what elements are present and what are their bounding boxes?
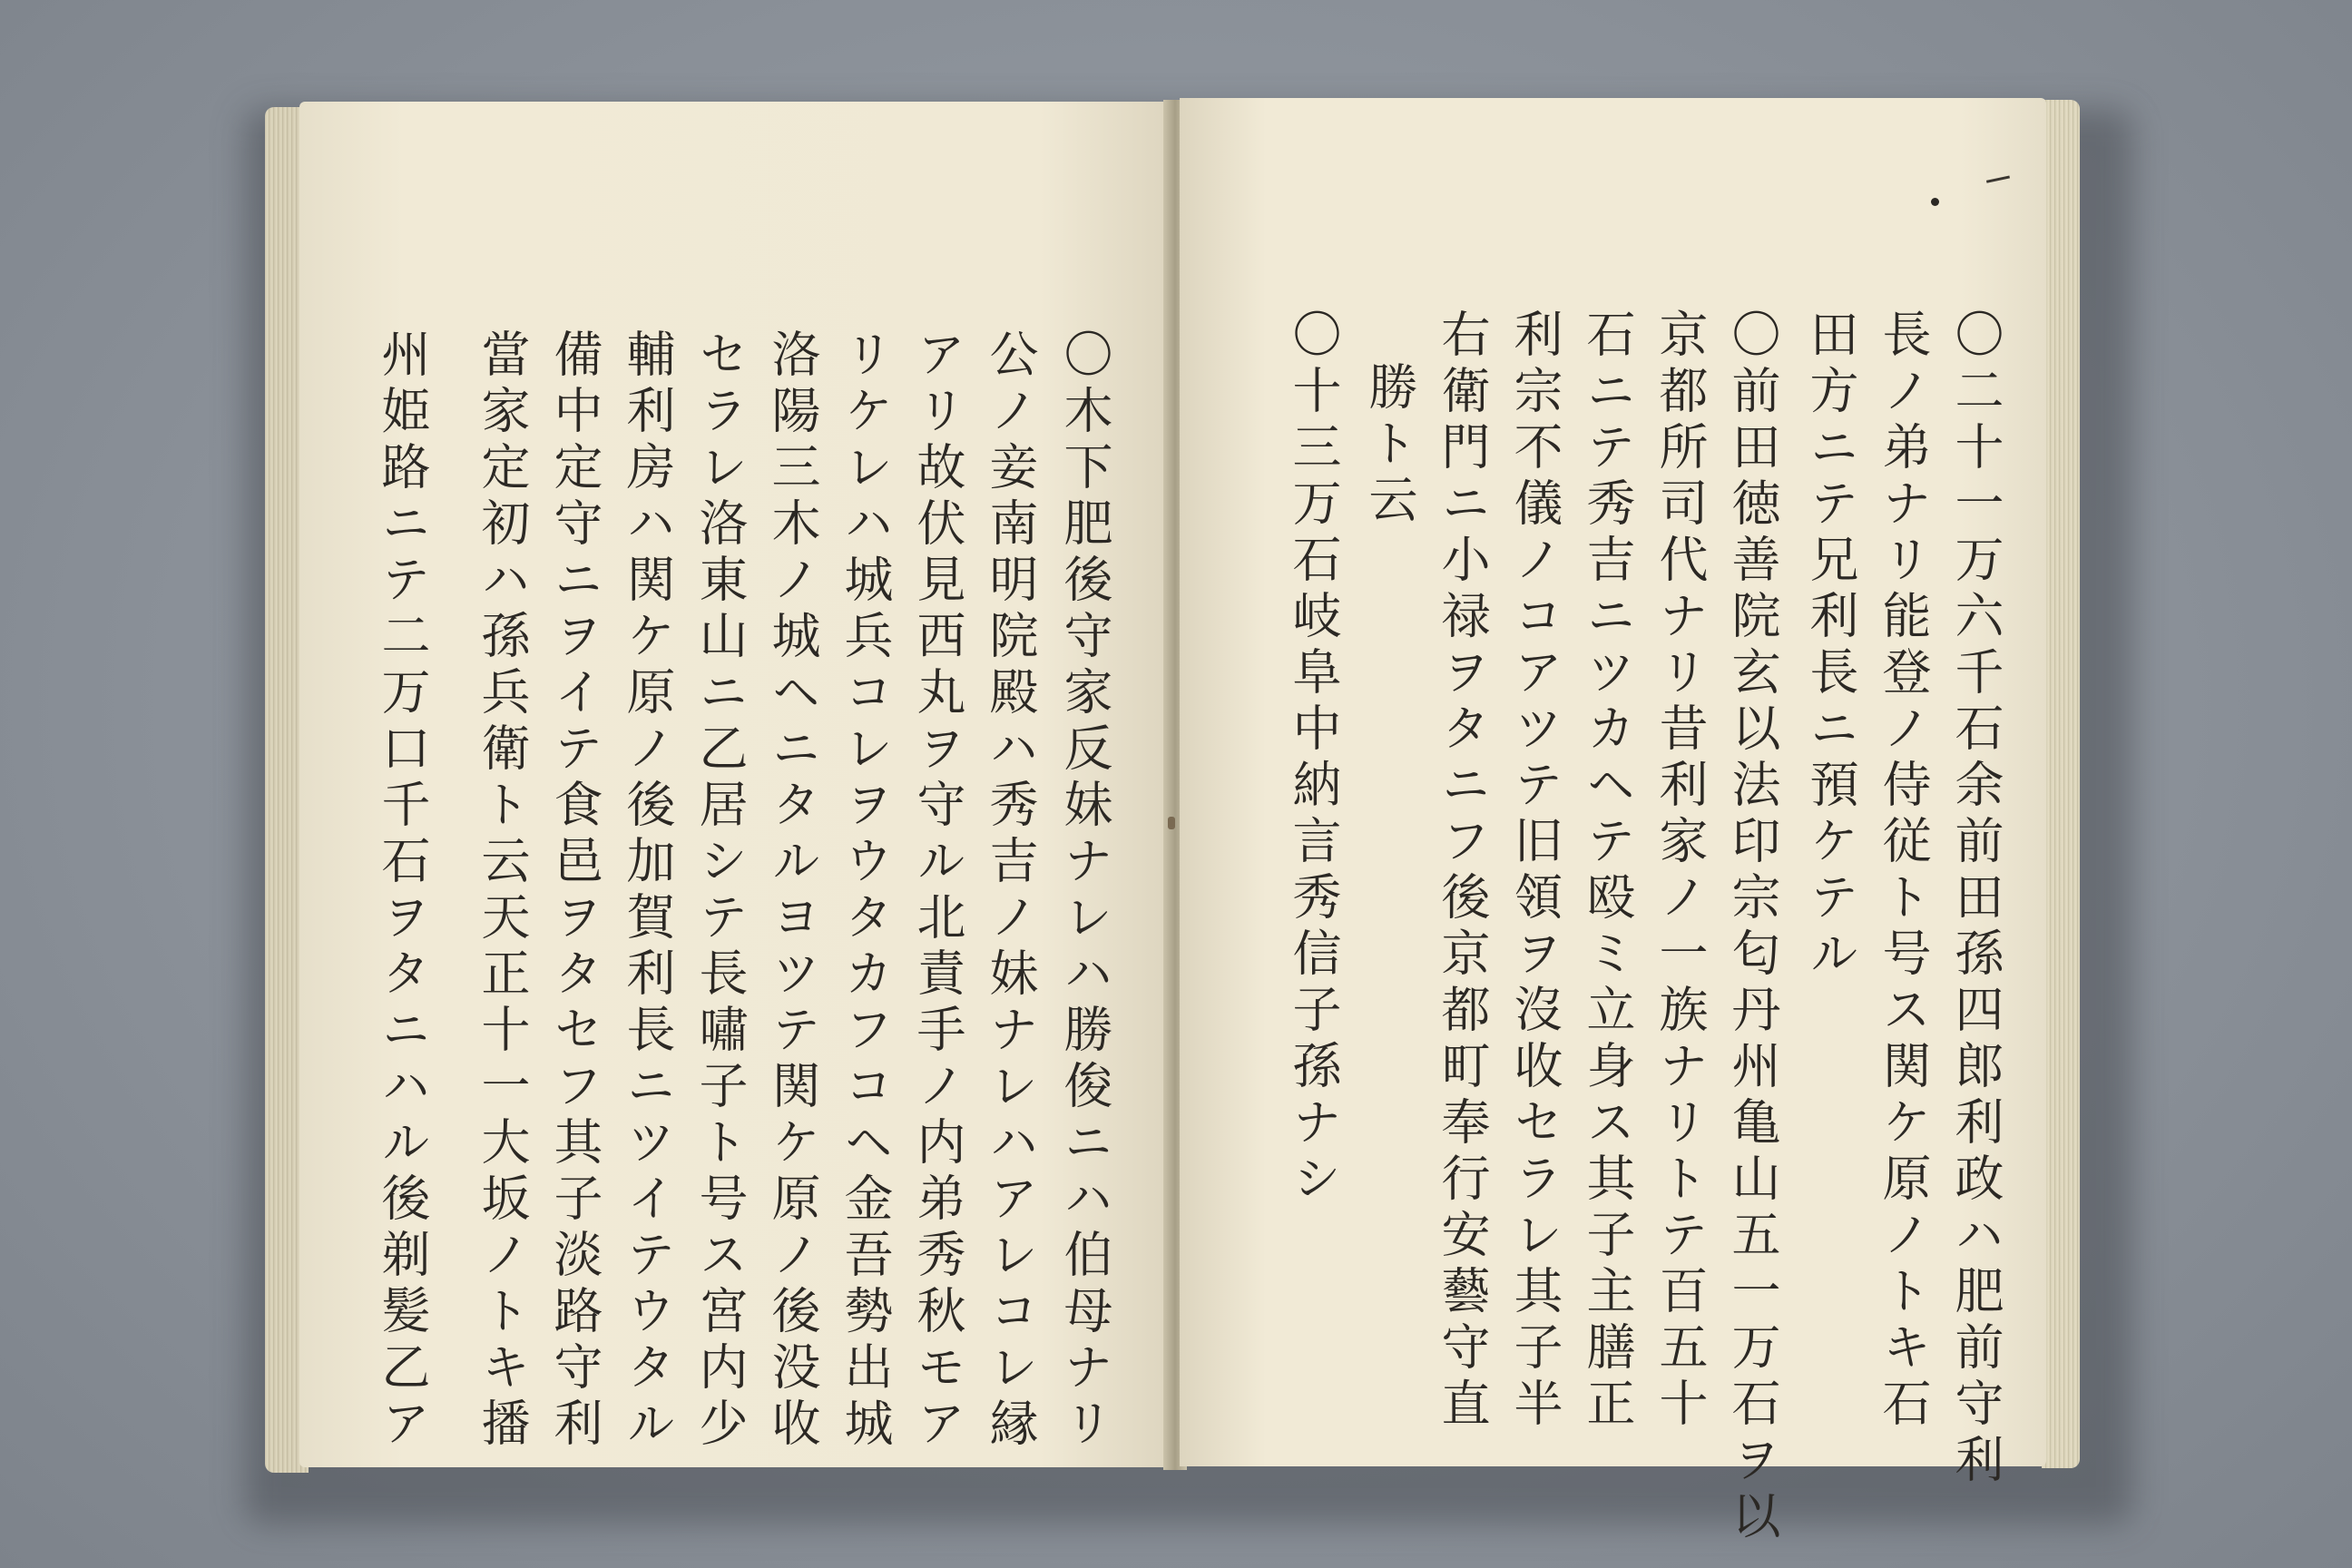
ink-dot (1931, 198, 1939, 206)
left-column-6: セラレ洛東山ニ乙居シテ長嘯子ト号ス宮内少 (691, 328, 749, 1454)
right-column-8: 右衛門ニ小禄ヲタニフ後京都町奉行安藝守直 (1434, 309, 1491, 1434)
left-column-8: 備中定守ニヲイテ食邑ヲタセフ其子淡路守利 (546, 328, 603, 1454)
left-column-5: 洛陽三木ノ城ヘニタルヨツテ関ケ原ノ後没收 (764, 328, 821, 1454)
left-column-3: アリ故伏見西丸ヲ守ル北責手ノ内弟秀秋モア (909, 328, 966, 1454)
right-column-10: 〇十三万石岐阜中納言秀信子孫ナシ (1285, 309, 1342, 1209)
right-column-4: 〇前田徳善院玄以法印宗匂丹州亀山五一万石ヲ以 (1724, 309, 1781, 1546)
right-column-6: 石ニテ秀吉ニツカヘテ殴ミ立身ス其子主膳正 (1579, 309, 1636, 1434)
right-page (1180, 98, 2046, 1546)
left-column-10: 州姫路ニテ二万口千石ヲタニハル後剃髪乙ア (374, 328, 431, 1454)
left-page (299, 102, 1171, 1467)
right-column-3: 田方ニテ兄利長ニ預ケテル (1802, 309, 1859, 984)
left-column-2: 公ノ妾南明院殿ハ秀吉ノ妹ナレハアレコレ縁 (982, 328, 1039, 1454)
binding-thread (1168, 817, 1175, 829)
left-column-9: 當家定初ハ孫兵衛ト云天正十一大坂ノトキ播 (474, 328, 531, 1454)
right-column-7: 利宗不儀ノコアツテ旧領ヲ沒收セラレ其子半 (1506, 309, 1563, 1434)
right-column-2: 長ノ弟ナリ能登ノ侍従ト号ス関ケ原ノトキ石 (1875, 309, 1932, 1434)
right-column-1: 〇二十一万六千石余前田孫四郎利政ハ肥前守利 (1947, 309, 2004, 1490)
left-column-4: リケレハ城兵コレヲウタカフコヘ金吾勢出城 (837, 328, 894, 1454)
right-page-edges (2042, 100, 2080, 1468)
left-column-1: 〇木下肥後守家反妹ナレハ勝俊ニハ伯母ナリ (1056, 328, 1113, 1454)
right-column-9: 勝ト云 (1361, 361, 1418, 530)
right-column-5: 京都所司代ナリ昔利家ノ一族ナリトテ百五十 (1651, 309, 1709, 1434)
left-column-7: 輔利房ハ関ケ原ノ後加賀利長ニツイテウタル (619, 328, 676, 1454)
